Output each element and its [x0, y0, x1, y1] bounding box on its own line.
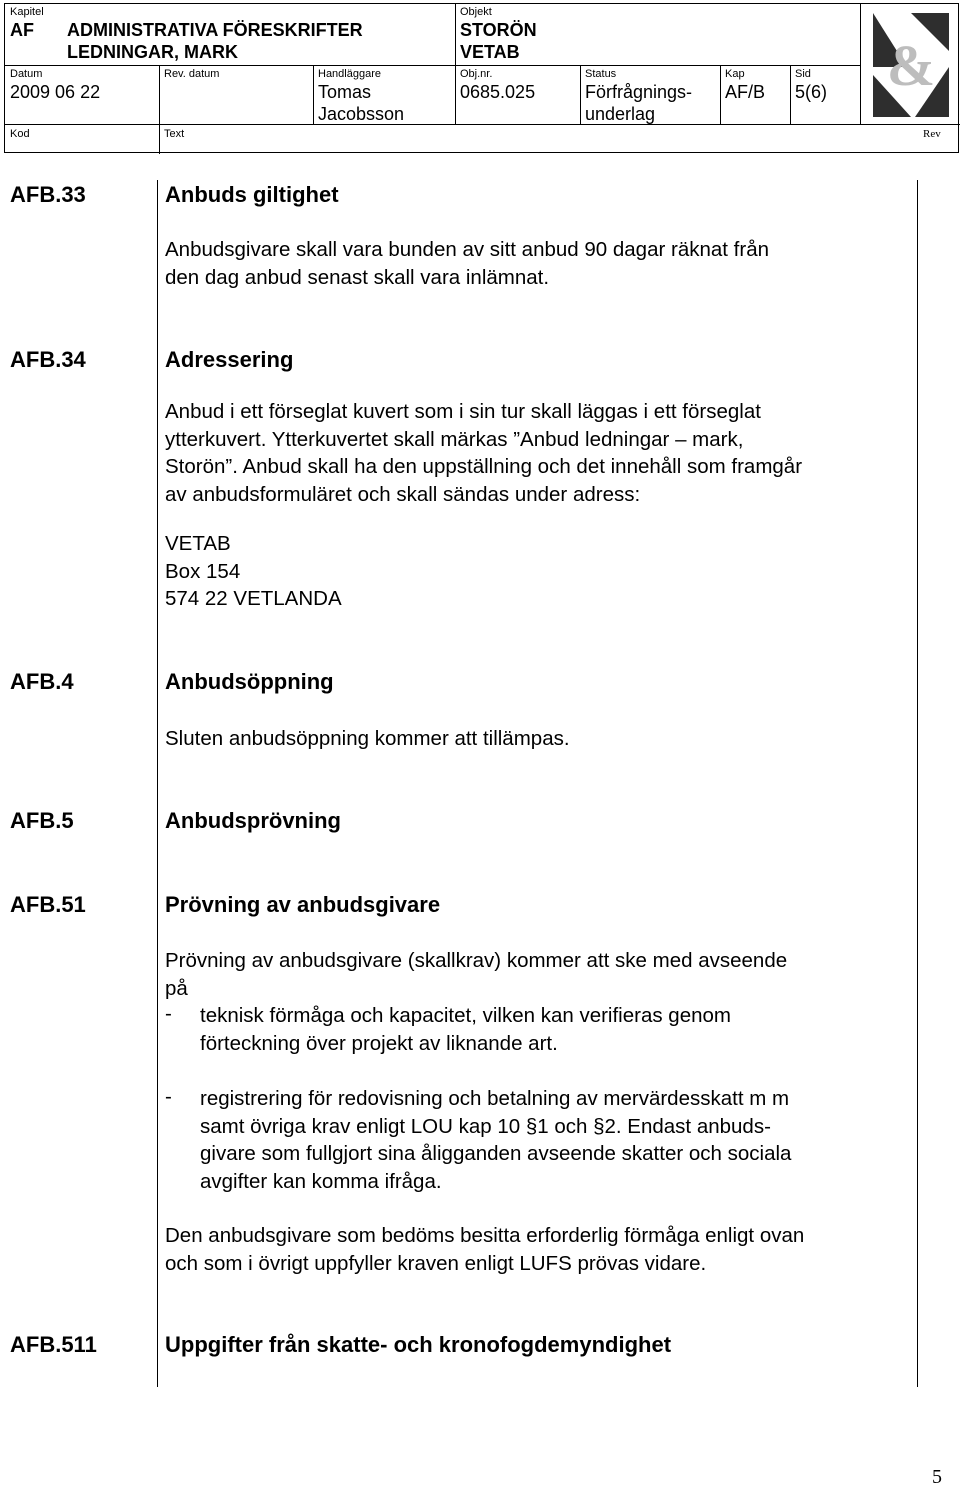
header-rule — [5, 124, 960, 125]
section-code: AFB.34 — [10, 347, 86, 372]
text-line: på — [165, 976, 188, 1000]
section-heading: Anbudsprövning — [165, 808, 341, 833]
header-divider — [720, 65, 721, 124]
bullet-marker: - — [165, 1002, 172, 1025]
section-code: AFB.5 — [10, 808, 74, 833]
text-line: av anbudsformuläret och skall sändas under adress: — [165, 482, 641, 506]
section-paragraph — [165, 947, 910, 1002]
rev-label: Rev — [923, 128, 941, 140]
section-paragraph — [165, 398, 910, 508]
header-divider — [860, 4, 861, 124]
objnr-value: 0685.025 — [460, 82, 536, 102]
address-line: Box 154 — [165, 559, 241, 583]
section-heading: Anbudsöppning — [165, 669, 334, 694]
text-line: registrering för redovisning och betalning av mervärdesskatt m m — [200, 1087, 790, 1110]
text-line: Sluten anbudsöppning kommer att tillämpas. — [165, 727, 570, 750]
rev-column-rule — [917, 180, 918, 1387]
bullet-item — [165, 1002, 945, 1057]
section-heading: Uppgifter från skatte- och kronofogdemyndighet — [165, 1332, 672, 1357]
kap-value: AF/B — [725, 82, 766, 102]
status-line1: Förfrågnings- — [585, 82, 693, 102]
header-divider — [159, 124, 160, 154]
section-heading: Anbuds giltighet — [165, 182, 339, 207]
text-line: och som i övrigt uppfyller kraven enligt LUFS prövas vidare. — [165, 1251, 707, 1275]
section-code: AFB.51 — [10, 892, 86, 917]
objekt-line1: STORÖN — [460, 20, 537, 40]
section-paragraph — [165, 1222, 910, 1277]
document-header — [4, 3, 959, 153]
section-heading: Adressering — [165, 347, 294, 372]
svg-text:&: & — [886, 33, 936, 98]
text-line: samt övriga krav enligt LOU kap 10 §1 och §2. Endast anbuds- — [200, 1114, 771, 1138]
text-line: teknisk förmåga och kapacitet, vilken kan verifieras genom — [200, 1004, 731, 1027]
section-heading: Prövning av anbudsgivare — [165, 892, 441, 917]
objekt-line2: VETAB — [460, 42, 520, 62]
handlaggare-line1: Tomas — [318, 82, 372, 102]
section-code: AFB.33 — [10, 182, 86, 207]
text-line: förteckning över projekt av liknande art. — [200, 1031, 558, 1055]
revdatum-label: Rev. datum — [164, 68, 220, 80]
section-paragraph — [165, 725, 910, 753]
text-line: givare som fullgjort sina åligganden avseende skatter och sociala — [200, 1142, 792, 1165]
kap-label: Kap — [725, 68, 745, 80]
text-line: Den anbudsgivare som bedöms besitta erforderlig förmåga enligt ovan — [165, 1224, 805, 1247]
header-divider — [455, 65, 456, 124]
datum-label: Datum — [10, 68, 43, 80]
header-divider — [159, 65, 160, 124]
status-label: Status — [585, 68, 617, 80]
header-divider — [313, 65, 314, 124]
kapitel-label: Kapitel — [10, 6, 44, 18]
text-label: Text — [164, 128, 185, 140]
status-line2: underlag — [585, 104, 656, 124]
kapitel-value: AF — [10, 20, 34, 40]
section-code: AFB.4 — [10, 669, 74, 694]
page-number: 5 — [932, 1466, 942, 1488]
datum-value: 2009 06 22 — [10, 82, 101, 102]
text-line: Storön”. Anbud skall ha den uppställning och det innehåll som framgår — [165, 455, 803, 478]
objnr-label: Obj.nr. — [460, 68, 493, 80]
objekt-label: Objekt — [460, 6, 492, 18]
sid-label: Sid — [795, 68, 811, 80]
address-line: VETAB — [165, 532, 231, 555]
text-line: Prövning av anbudsgivare (skallkrav) kommer att ske med avseende — [165, 949, 788, 972]
text-line: avgifter kan komma ifråga. — [200, 1169, 442, 1193]
bullet-marker: - — [165, 1085, 172, 1108]
text-column-rule — [157, 180, 158, 1387]
header-rule — [5, 65, 860, 66]
header-divider — [455, 4, 456, 65]
document-subtitle: LEDNINGAR, MARK — [67, 42, 238, 62]
company-logo — [867, 7, 955, 119]
text-line: Anbudsgivare skall vara bunden av sitt anbud 90 dagar räknat från — [165, 238, 769, 261]
header-divider — [580, 65, 581, 124]
address-block — [165, 530, 910, 613]
handlaggare-line2: Jacobsson — [318, 104, 405, 124]
text-line: ytterkuvert. Ytterkuvertet skall märkas ”Anbud ledningar – mark, — [165, 427, 744, 451]
text-line: den dag anbud senast skall vara inlämnat. — [165, 265, 550, 289]
address-line: 574 22 VETLANDA — [165, 587, 342, 610]
section-paragraph — [165, 236, 910, 291]
handlaggare-label: Handläggare — [318, 68, 381, 80]
section-code: AFB.511 — [10, 1332, 97, 1357]
kod-label: Kod — [10, 128, 30, 140]
text-line: Anbud i ett förseglat kuvert som i sin tur skall läggas i ett förseglat — [165, 400, 761, 423]
bullet-item — [165, 1085, 945, 1195]
document-title: ADMINISTRATIVA FÖRESKRIFTER — [67, 20, 363, 40]
sid-value: 5(6) — [795, 82, 828, 102]
header-divider — [790, 65, 791, 124]
